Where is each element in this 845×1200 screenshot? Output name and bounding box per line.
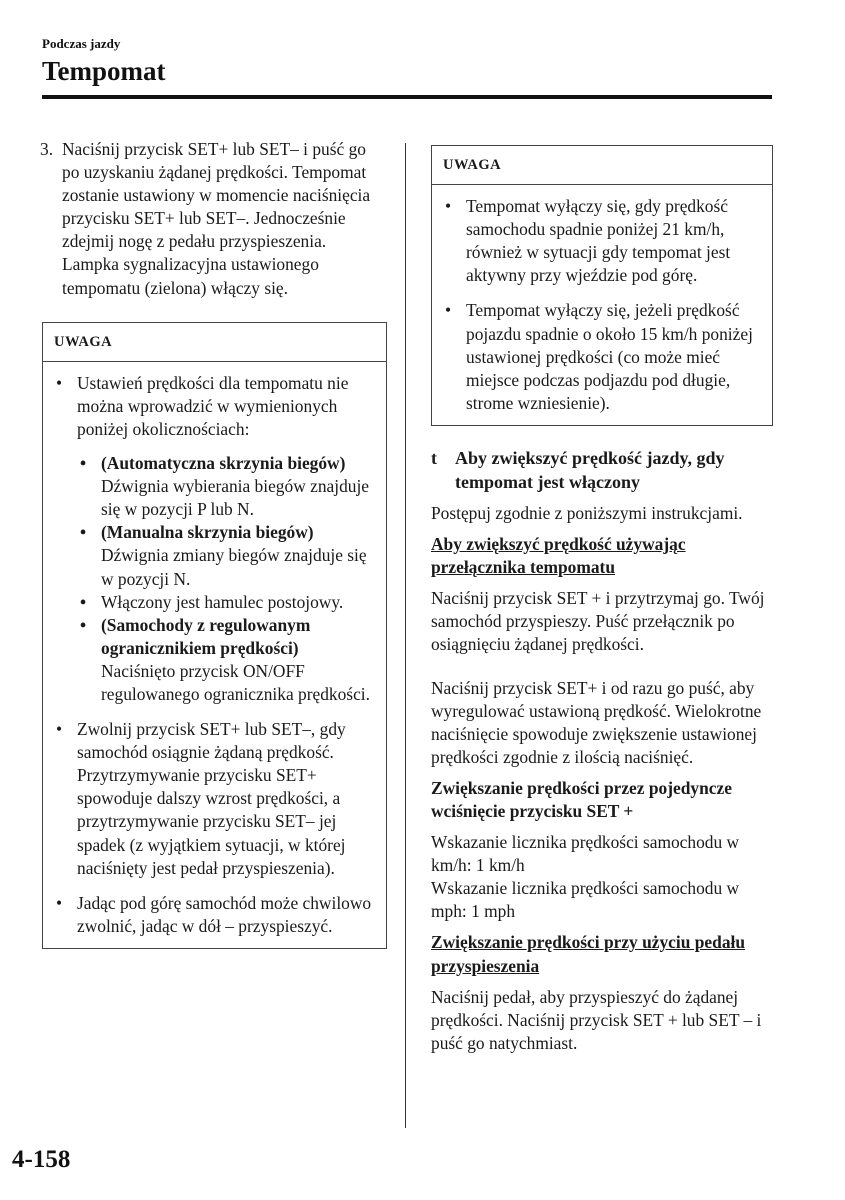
condition-title: • (Automatyczna skrzynia biegów) (101, 453, 346, 474)
subheading-single-press: Zwiększanie prędkości przez pojedyncze wciśnięcie przycisku SET + (431, 777, 732, 821)
condition-list (77, 452, 378, 706)
subheading-switch: Aby zwiększyć prędkość używając przełącznika tempomatu (431, 534, 686, 578)
condition-item (77, 452, 378, 521)
step-text: Naciśnij przycisk SET+ lub SET– i puść go po uzyskaniu żądanej prędkości. Tempomat zostanie ustawiony w momencie naciśnięcia przycisku SET+ lub SET–. Jednocześnie zdejmij nogę z pedału przyspieszenia. Lampka sygnalizacyjna ustawionego tempomatu (zielona) włączy się. (62, 139, 371, 298)
section-label: Podczas jazdy (42, 36, 121, 51)
notice-box-right (431, 145, 773, 426)
notice-item (442, 299, 764, 414)
notice-item-text: Tempomat wyłączy się, jeżeli prędkość pojazdu spadnie o około 15 km/h poniżej ustawionej prędkości (co może mieć miejsce podczas podjazdu pod długie, strome wzniesienie). (466, 300, 753, 413)
right-column (431, 145, 773, 1055)
condition-text: Dźwignia zmiany biegów znajduje się w pozycji N. (101, 545, 367, 589)
notice-item-text: Tempomat wyłączy się, gdy prędkość samochodu spadnie poniżej 21 km/h, również w sytuacji gdy tempomat jest aktywny przy wjeździe pod górę. (466, 196, 731, 286)
notice-box-left (42, 322, 387, 949)
title-rule (42, 95, 772, 99)
paragraph-pedal: Naciśnij pedał, aby przyspieszyć do żądanej prędkości. Naciśnij przycisk SET + lub SET – i puść go natychmiast. (431, 986, 762, 1053)
page-number: 4-158 (12, 1146, 71, 1173)
notice-item-text: Zwolnij przycisk SET+ lub SET–, gdy samochód osiągnie żądaną prędkość. Przytrzymywanie przycisku SET+ spowoduje dalszy wzrost prędkości, a przytrzymywanie przycisku SET– jej spadek (z wyjątkiem sytuacji, w której naciśnięty jest pedał przyspieszenia). (77, 719, 346, 878)
notice-item (442, 195, 764, 287)
notice-body (43, 362, 386, 948)
condition-item (77, 591, 378, 614)
notice-list (442, 195, 764, 415)
intro-text: Postępuj zgodnie z poniższymi instrukcjami. (431, 502, 743, 523)
condition-item (77, 521, 378, 590)
section-heading (431, 446, 773, 494)
notice-heading: UWAGA (43, 323, 386, 362)
section-heading-text: Aby zwiększyć prędkość jazdy, gdy tempomat jest włączony (455, 447, 725, 492)
left-column (42, 138, 387, 949)
notice-item (53, 372, 378, 706)
condition-text: Naciśnięto przycisk ON/OFF regulowanego ogranicznika prędkości. (101, 660, 370, 704)
notice-item-text: Jadąc pod górę samochód może chwilowo zwolnić, jadąc w dół – przyspieszyć. (77, 892, 372, 936)
kmh-increment: Wskazanie licznika prędkości samochodu w km/h: 1 km/h (431, 832, 740, 876)
condition-text: Dźwignia wybierania biegów znajduje się w pozycji P lub N. (101, 476, 370, 520)
notice-item (53, 892, 378, 938)
mph-increment: Wskazanie licznika prędkości samochodu w mph: 1 mph (431, 878, 740, 922)
heading-marker-icon: t (431, 447, 437, 468)
condition-title: • (Manualna skrzynia biegów) (101, 522, 314, 543)
page-title: Tempomat (42, 56, 166, 86)
column-divider (405, 143, 406, 1128)
condition-text: • Włączony jest hamulec postojowy. (101, 591, 344, 612)
notice-heading: UWAGA (432, 146, 772, 185)
notice-item-text: Ustawień prędkości dla tempomatu nie można wprowadzić w wymienionych poniżej okolicznościach: (77, 372, 349, 439)
paragraph-hold: Naciśnij przycisk SET + i przytrzymaj go. Twój samochód przyspieszy. Puść przełącznik po osiągnięciu żądanej prędkości. (431, 588, 765, 655)
step-3 (42, 138, 387, 300)
step-number: 3. (40, 139, 54, 159)
notice-list (53, 372, 378, 938)
notice-item (53, 718, 378, 880)
paragraph-tap: Naciśnij przycisk SET+ i od razu go puść, aby wyregulować ustawioną prędkość. Wielokrotne naciśnięcie spowoduje zwiększenie ustawionej prędkości zgodnie z ilością naciśnięć. (431, 677, 762, 767)
notice-body (432, 185, 772, 425)
condition-item (77, 614, 378, 706)
condition-title: • (Samochody z regulowanym ogranicznikiem prędkości) (101, 614, 311, 658)
subheading-pedal: Zwiększanie prędkości przy użyciu pedału przyspieszenia (431, 932, 746, 976)
